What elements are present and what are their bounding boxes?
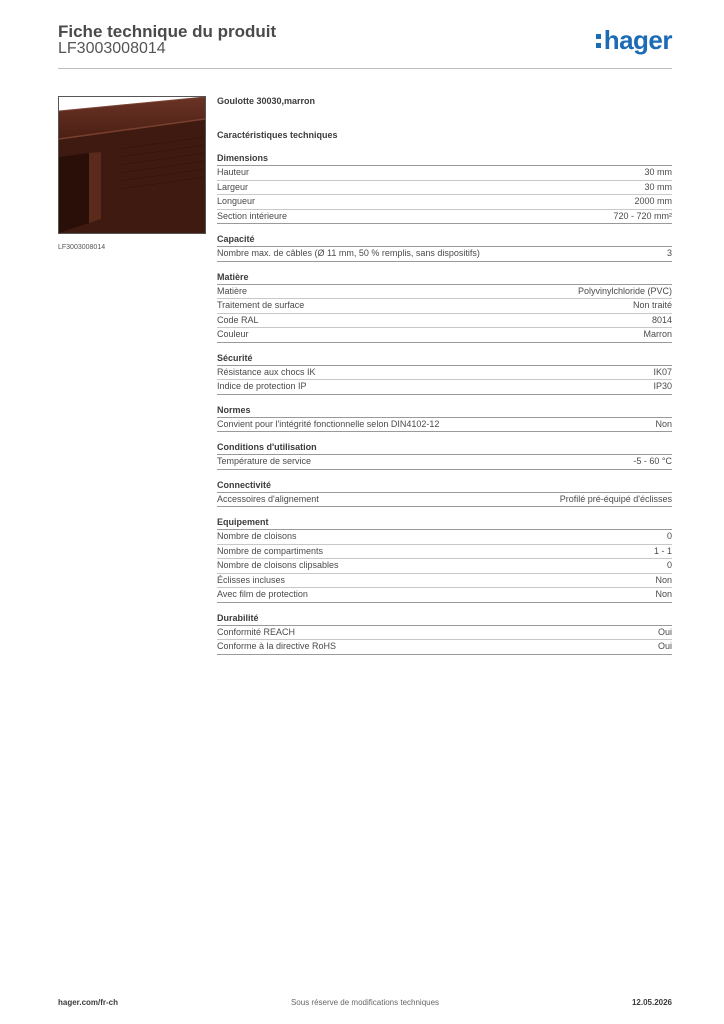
spec-value: Non: [655, 574, 672, 585]
spec-value: Non: [655, 418, 672, 429]
spec-row: [217, 166, 672, 181]
spec-value: 30 mm: [644, 181, 672, 192]
spec-label: Traitement de surface: [217, 300, 305, 310]
page-footer: [58, 998, 672, 1010]
spec-label: Code RAL: [217, 314, 259, 325]
spec-label: Convient pour l'intégrité fonctionnelle selon DIN4102-12: [217, 418, 440, 429]
spec-value: 1 - 1: [653, 545, 672, 556]
spec-row: [217, 247, 672, 262]
spec-label: Hauteur: [217, 167, 250, 177]
spec-row: [217, 574, 672, 589]
section-title: Conditions d'utilisation: [217, 441, 672, 455]
spec-value: 720 - 720 mm²: [613, 210, 672, 221]
spec-row: [217, 181, 672, 196]
header-divider: [58, 68, 672, 69]
spec-row: [217, 559, 672, 574]
spec-row: [217, 626, 672, 641]
logo-text: hager: [603, 25, 672, 55]
spec-row: [217, 328, 672, 343]
hager-logo[interactable]: [596, 26, 672, 54]
spec-row: [217, 418, 672, 433]
spec-value: 2000 mm: [634, 196, 672, 206]
spec-label: Largeur: [217, 181, 249, 192]
product-name: Goulotte 30030,marron: [217, 96, 316, 106]
spec-value: Non traité: [632, 300, 672, 310]
section-matiere: [217, 271, 672, 343]
spec-label: Nombre de compartiments: [217, 545, 324, 556]
section-securite: [217, 352, 672, 395]
tech-characteristics-title: Caractéristiques techniques: [217, 130, 338, 140]
spec-value: 8014: [651, 314, 672, 325]
spec-row: [217, 314, 672, 329]
section-dimensions: [217, 152, 672, 224]
spec-value: Profilé pré-équipé d'éclisses: [559, 493, 672, 504]
spec-row: [217, 366, 672, 381]
spec-label: Couleur: [217, 329, 249, 339]
spec-label: Conformité REACH: [217, 626, 296, 637]
spec-label: Section intérieure: [217, 210, 288, 221]
footer-website-link[interactable]: hager.com/fr-ch: [58, 998, 119, 1007]
page-header: [58, 22, 672, 68]
spec-row: [217, 493, 672, 508]
footer-disclaimer: Sous réserve de modifications techniques: [290, 998, 440, 1007]
spec-value: IK07: [653, 366, 672, 377]
spec-label: Éclisses incluses: [217, 574, 286, 585]
spec-label: Longueur: [217, 196, 256, 206]
section-normes: [217, 404, 672, 433]
spec-row: [217, 545, 672, 560]
spec-value: 0: [666, 560, 672, 570]
spec-value: Oui: [657, 626, 672, 637]
section-title: Sécurité: [217, 352, 672, 366]
section-durabilite: [217, 612, 672, 655]
spec-row: [217, 588, 672, 603]
spec-label: Résistance aux chocs IK: [217, 366, 316, 377]
section-conditions-utilisation: [217, 441, 672, 470]
spec-value: Oui: [657, 641, 672, 651]
section-title: Durabilité: [217, 612, 672, 626]
section-title: Equipement: [217, 516, 672, 530]
footer-date: 12.05.2026: [631, 998, 672, 1007]
section-title: Capacité: [217, 233, 672, 247]
spec-row: [217, 455, 672, 470]
spec-value: -5 - 60 °C: [633, 456, 672, 466]
spec-row: [217, 195, 672, 210]
spec-value: 3: [666, 248, 672, 258]
section-equipement: [217, 516, 672, 603]
spec-value: Non: [655, 589, 672, 599]
product-image: [58, 96, 206, 234]
document-title: Fiche technique du produit: [58, 22, 277, 41]
spec-value: 0: [666, 531, 672, 541]
spec-row: [217, 530, 672, 545]
spec-label: Avec film de protection: [217, 589, 308, 599]
section-title: Connectivité: [217, 479, 672, 493]
section-capacite: [217, 233, 672, 262]
section-connectivite: [217, 479, 672, 508]
spec-value: Polyvinylchloride (PVC): [577, 285, 672, 296]
spec-label: Conforme à la directive RoHS: [217, 641, 337, 651]
spec-label: Température de service: [217, 456, 312, 466]
spec-label: Nombre max. de câbles (Ø 11 mm, 50 % remplis, sans dispositifs): [217, 248, 480, 258]
spec-row: [217, 640, 672, 655]
document-reference: LF3003008014: [58, 40, 166, 57]
spec-row: [217, 299, 672, 314]
spec-label: Indice de protection IP: [217, 381, 307, 391]
spec-row: [217, 210, 672, 225]
image-caption: LF3003008014: [58, 244, 106, 251]
spec-row: [217, 380, 672, 395]
spec-value: Marron: [643, 329, 672, 339]
section-title: Dimensions: [217, 152, 672, 166]
section-title: Matière: [217, 271, 672, 285]
spec-label: Matière: [217, 285, 248, 296]
spec-row: [217, 285, 672, 300]
spec-label: Accessoires d'alignement: [217, 493, 319, 504]
logo-dots-icon: [596, 34, 601, 48]
spec-label: Nombre de cloisons clipsables: [217, 560, 339, 570]
spec-content: [217, 96, 672, 664]
spec-value: 30 mm: [644, 167, 672, 177]
spec-label: Nombre de cloisons: [217, 531, 297, 541]
cable-duct-illustration: [59, 97, 205, 233]
spec-value: IP30: [653, 381, 672, 391]
section-title: Normes: [217, 404, 672, 418]
